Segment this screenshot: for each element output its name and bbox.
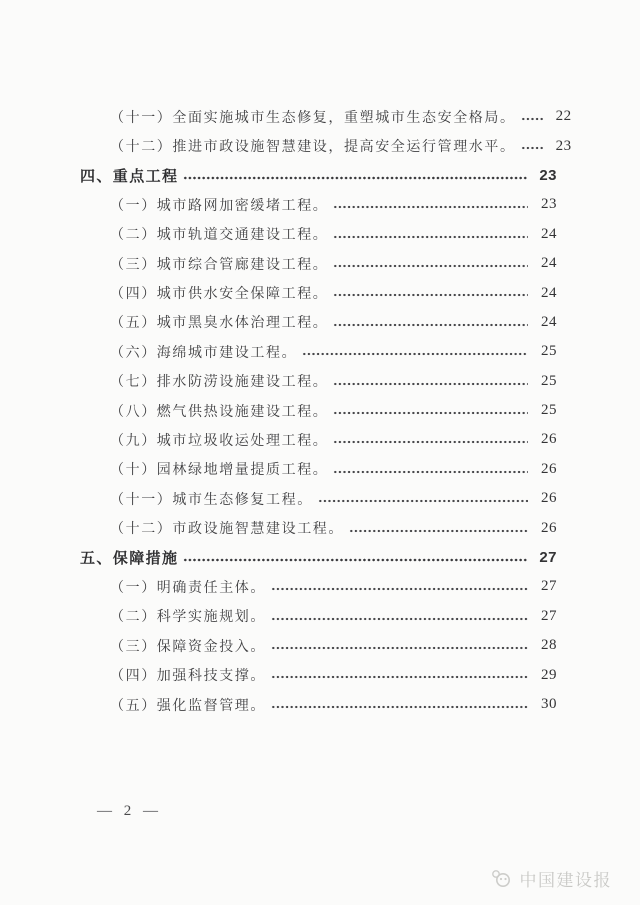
toc-entry	[80, 690, 557, 719]
dot-leader	[521, 131, 543, 160]
dot-leader	[333, 396, 528, 425]
toc-entry	[80, 455, 557, 484]
toc-entry-page: 22	[555, 108, 572, 125]
dot-leader	[271, 572, 528, 601]
page-number: — 2 —	[97, 803, 162, 819]
toc-entry	[80, 484, 557, 513]
toc-entry	[80, 308, 557, 337]
toc-entry-page: 29	[541, 666, 557, 683]
table-of-contents	[80, 102, 572, 719]
toc-entry	[80, 602, 557, 631]
dot-leader	[271, 690, 528, 719]
toc-entry-label: （八）燃气供热设施建设工程。	[110, 404, 329, 420]
toc-entry-label: （十一）城市生态修复工程。	[110, 492, 313, 508]
toc-entry-page: 24	[541, 313, 557, 330]
dot-leader	[333, 367, 528, 396]
dot-leader	[333, 455, 528, 484]
toc-entry	[80, 631, 557, 660]
toc-entry-label: 五、保障措施	[80, 550, 179, 568]
dot-leader	[302, 337, 528, 366]
dot-leader	[271, 602, 528, 631]
toc-entry-label: （二）城市轨道交通建设工程。	[110, 228, 329, 244]
toc-entry	[80, 572, 557, 601]
toc-entry-page: 24	[541, 284, 557, 301]
toc-entry-label: （五）城市黑臭水体治理工程。	[110, 316, 329, 332]
toc-entry	[80, 396, 557, 425]
toc-entry-label: （一）明确责任主体。	[110, 580, 266, 596]
toc-entry	[80, 102, 572, 131]
toc-entry-page: 25	[541, 343, 557, 360]
dot-leader	[333, 425, 528, 454]
toc-entry-page: 30	[541, 696, 557, 712]
toc-entry-page: 27	[541, 578, 557, 595]
toc-entry-label: （四）加强科技支撑。	[110, 669, 266, 685]
toc-entry-page: 26	[541, 431, 557, 448]
dot-leader	[333, 278, 528, 307]
toc-entry-page: 28	[541, 637, 557, 654]
dot-leader	[318, 484, 528, 513]
toc-entry-page: 23	[541, 196, 557, 213]
dot-leader	[349, 513, 528, 542]
toc-entry-page: 23	[555, 137, 572, 154]
toc-entry	[80, 660, 557, 689]
dot-leader	[333, 220, 528, 249]
toc-entry-label: （十二）市政设施智慧建设工程。	[110, 522, 344, 538]
dot-leader	[521, 102, 543, 131]
toc-entry-page: 24	[541, 225, 557, 242]
toc-entry-page: 25	[541, 372, 557, 389]
toc-section-heading	[80, 543, 557, 572]
toc-entry	[80, 131, 572, 160]
toc-entry	[80, 425, 557, 454]
toc-entry-label: （六）海绵城市建设工程。	[110, 345, 298, 361]
toc-entry-page: 26	[541, 490, 557, 507]
toc-entry-page: 27	[541, 607, 557, 624]
toc-entry	[80, 278, 557, 307]
toc-entry-label: （三）保障资金投入。	[110, 639, 266, 655]
toc-entry-label: （二）科学实施规划。	[110, 610, 266, 626]
dot-leader	[333, 249, 528, 278]
publication-name: 中国建设报	[519, 871, 612, 890]
dot-leader	[333, 190, 528, 219]
dot-leader	[271, 660, 528, 689]
toc-entry	[80, 367, 557, 396]
toc-entry-label: （十一）全面实施城市生态修复，重塑城市生态安全格局。	[110, 110, 516, 126]
dot-leader	[271, 631, 528, 660]
toc-entry-label: （七）排水防涝设施建设工程。	[110, 375, 329, 391]
toc-section-heading	[80, 161, 557, 190]
toc-entry-label: （九）城市垃圾收运处理工程。	[110, 433, 329, 449]
toc-entry-page: 23	[539, 166, 557, 184]
toc-entry-label: 四、重点工程	[80, 167, 179, 185]
publication-logo-icon	[490, 869, 514, 889]
dot-leader	[183, 543, 528, 572]
dot-leader	[183, 161, 528, 190]
toc-entry-label: （十）园林绿地增量提质工程。	[110, 463, 329, 479]
dot-leader	[333, 308, 528, 337]
toc-entry-label: （三）城市综合管廊建设工程。	[110, 257, 329, 273]
toc-entry-page: 26	[541, 460, 557, 477]
toc-entry-label: （一）城市路网加密缓堵工程。	[110, 198, 329, 214]
toc-entry-page: 25	[541, 402, 557, 419]
toc-entry-label: （四）城市供水安全保障工程。	[110, 287, 329, 303]
toc-entry	[80, 190, 557, 219]
toc-entry-label: （十二）推进市政设施智慧建设，提高安全运行管理水平。	[110, 140, 516, 156]
toc-entry-label: （五）强化监督管理。	[110, 698, 266, 714]
publication-watermark	[490, 866, 613, 891]
toc-entry	[80, 337, 557, 366]
toc-entry	[80, 220, 557, 249]
toc-entry-page: 26	[541, 519, 557, 536]
toc-entry	[80, 513, 557, 542]
toc-entry-page: 24	[541, 255, 557, 272]
toc-entry-page: 27	[539, 549, 557, 567]
toc-entry	[80, 249, 557, 278]
